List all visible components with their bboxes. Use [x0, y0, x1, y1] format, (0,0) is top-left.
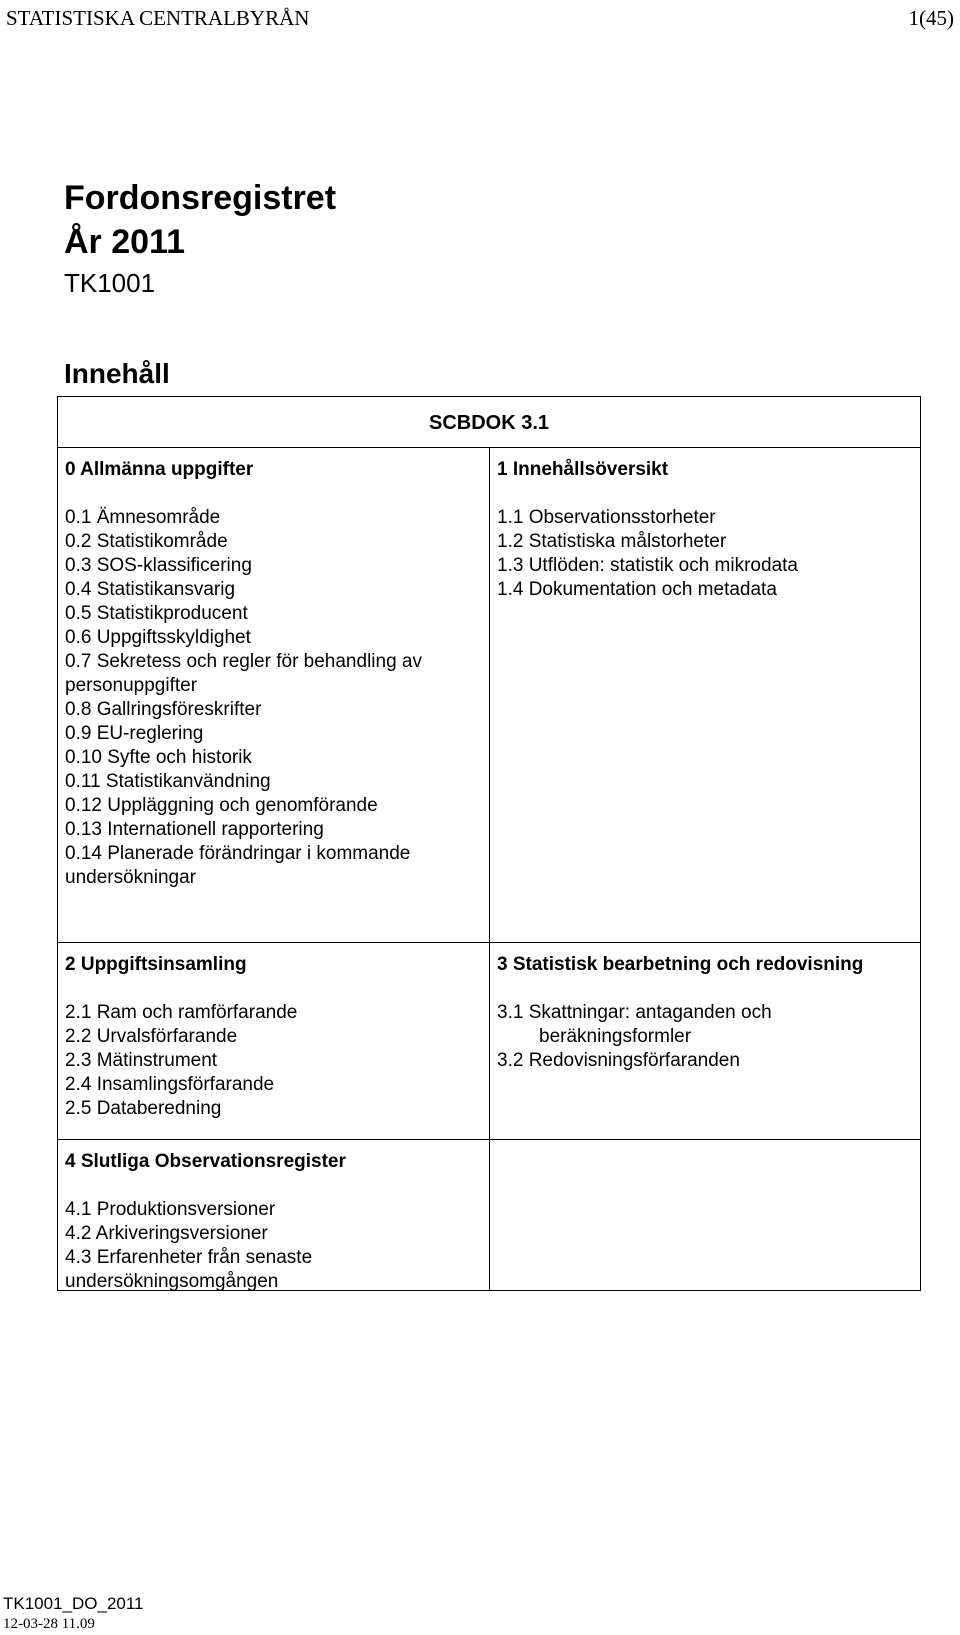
- toc-item: 1.3 Utflöden: statistik och mikrodata: [497, 555, 798, 576]
- toc-item: 0.6 Uppgiftsskyldighet: [65, 627, 251, 648]
- toc-item: 0.11 Statistikanvändning: [65, 771, 271, 792]
- toc-item: 2.5 Databeredning: [65, 1098, 222, 1119]
- toc-item: 3.2 Redovisningsförfaranden: [497, 1050, 740, 1071]
- toc-item: 0.13 Internationell rapportering: [65, 819, 324, 840]
- toc-item: 0.12 Uppläggning och genomförande: [65, 795, 378, 816]
- toc-section-2: [58, 943, 490, 1139]
- toc-item: 0.8 Gallringsföreskrifter: [65, 699, 262, 720]
- toc-item: 0.4 Statistikansvarig: [65, 579, 236, 600]
- toc-row: [58, 943, 920, 1140]
- document-year: År 2011: [64, 223, 185, 261]
- toc-item: 4.1 Produktionsversioner: [65, 1199, 276, 1220]
- toc-section-4: [58, 1140, 490, 1290]
- organization-name: STATISTISKA CENTRALBYRÅN: [6, 6, 310, 30]
- toc-item: 0.10 Syfte och historik: [65, 747, 252, 768]
- toc-item: 3.1 Skattningar: antaganden och beräkningsformler: [497, 1002, 772, 1047]
- section-title: 0 Allmänna uppgifter: [65, 459, 254, 480]
- contents-heading: Innehåll: [64, 358, 170, 389]
- section-title: 1 Innehållsöversikt: [497, 459, 669, 480]
- toc-item: 1.2 Statistiska målstorheter: [497, 531, 727, 552]
- toc-section-1: [490, 448, 920, 942]
- toc-item: 0.3 SOS-klassificering: [65, 555, 252, 576]
- toc-item: 0.5 Statistikproducent: [65, 603, 248, 624]
- section-title: 4 Slutliga Observationsregister: [65, 1151, 346, 1172]
- toc-section-0: [58, 448, 490, 942]
- toc-item: 1.1 Observationsstorheter: [497, 507, 716, 528]
- table-of-contents: [57, 396, 921, 1291]
- footer-date: 12-03-28 11.09: [3, 1616, 95, 1632]
- section-title: 2 Uppgiftsinsamling: [65, 954, 247, 975]
- toc-row: [58, 448, 920, 943]
- toc-item: 0.1 Ämnesområde: [65, 507, 221, 528]
- footer-document-code: TK1001_DO_2011: [3, 1594, 144, 1613]
- document-title: Fordonsregistret: [64, 179, 337, 217]
- toc-item: 0.9 EU-reglering: [65, 723, 204, 744]
- toc-item: 2.2 Urvalsförfarande: [65, 1026, 238, 1047]
- toc-row: [58, 1140, 920, 1290]
- toc-empty-cell: [490, 1140, 920, 1290]
- toc-item: 0.7 Sekretess och regler för behandling av personuppgifter: [65, 651, 422, 696]
- toc-item: 2.4 Insamlingsförfarande: [65, 1074, 275, 1095]
- section-title: 3 Statistisk bearbetning och redovisning: [497, 954, 864, 975]
- toc-item: 4.3 Erfarenheter från senaste undersökningsomgången: [65, 1247, 313, 1292]
- running-header: [6, 4, 954, 34]
- scbdok-row: [58, 397, 920, 448]
- toc-item: 0.14 Planerade förändringar i kommande undersökningar: [65, 843, 411, 888]
- toc-item: 1.4 Dokumentation och metadata: [497, 579, 777, 600]
- toc-item: 4.2 Arkiveringsversioner: [65, 1223, 268, 1244]
- scbdok-label: SCBDOK 3.1: [428, 412, 550, 434]
- document-code: TK1001: [64, 268, 156, 298]
- toc-item: 2.3 Mätinstrument: [65, 1050, 218, 1071]
- toc-item: 0.2 Statistikområde: [65, 531, 228, 552]
- toc-section-3: [490, 943, 920, 1139]
- toc-item: 2.1 Ram och ramförfarande: [65, 1002, 298, 1023]
- page-number: 1(45): [908, 6, 954, 30]
